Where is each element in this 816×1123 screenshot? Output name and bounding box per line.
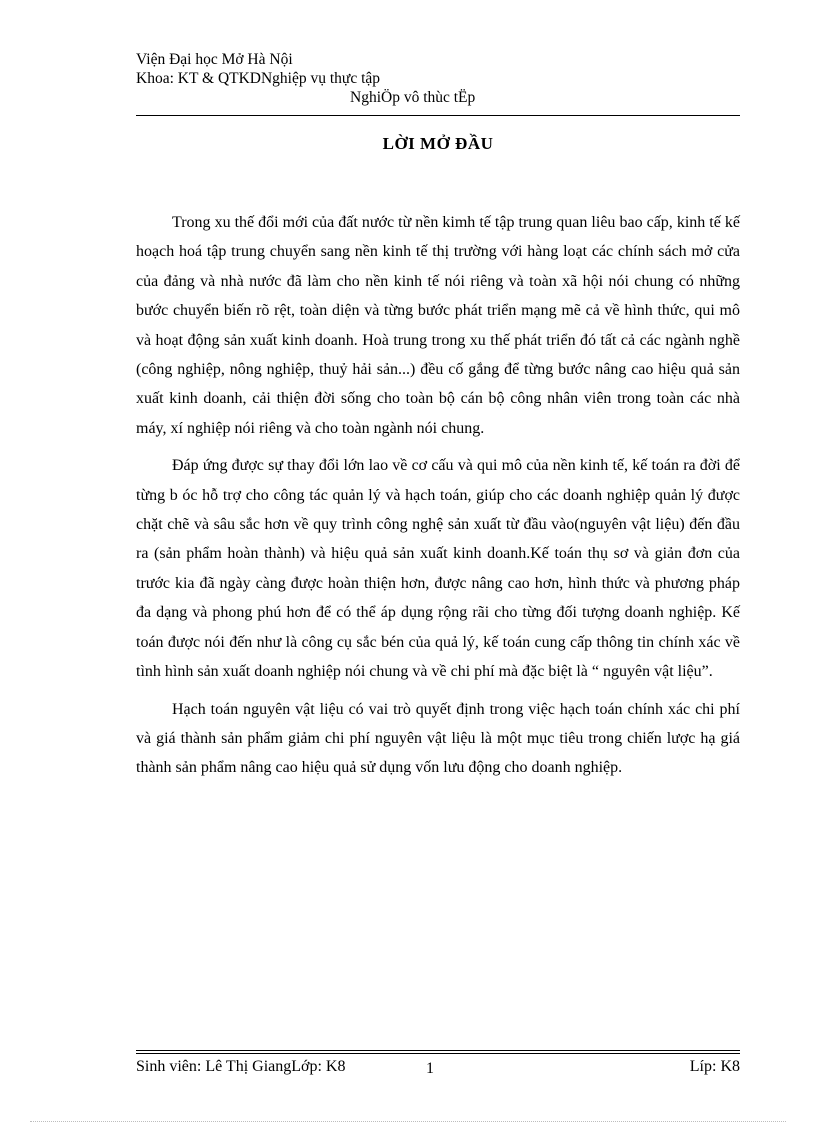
footer-student: Sinh viên: Lê Thị GiangLớp: K8 — [136, 1058, 346, 1075]
footer-rule-bottom — [136, 1053, 740, 1054]
faculty-line: Khoa: KT & QTKDNghiệp vụ thực tập — [136, 70, 381, 87]
page-header — [136, 50, 740, 107]
document-body — [136, 208, 740, 783]
page-number: 1 — [426, 1060, 434, 1077]
paragraph-3: Hạch toán nguyên vật liệu có vai trò quyết định trong việc hạch toán chính xác chi phí và giá thành sản phẩm giảm chi phí nguyên vật liệu là một mục tiêu trong chiến lược hạ giá thành sản phẩm nâng cao hiệu quả sử dụng vốn lưu động cho doanh nghiệp. — [136, 700, 740, 777]
footer-rule-top — [136, 1050, 740, 1051]
paragraph-1: Trong xu thế đổi mới của đất nước từ nền kimh tế tập trung quan liêu bao cấp, kinh tế kế hoạch hoá tập trung chuyển sang nền kinh tế thị trường với hàng loạt các chính sách mở cửa của đảng và nhà nước đã làm cho nền kinh tế nói riêng và toàn xã hội nói chung có những bước chuyển biến rõ rệt, toàn diện và từng bước phát triển mạng mẽ cả về hình thức, qui mô và hoạt động sản xuất kinh doanh. Hoà trung trong xu thế phát triển đó tất cả các ngành nghề (công nghiệp, nông nghiệp, thuỷ hải sản...) đều cố gắng để từng bước nâng cao hiệu quả sản xuất kinh doanh, cải thiện đời sống cho toàn bộ cán bộ công nhân viên trong toàn các nhà máy, xí nghiệp nói riêng và cho toàn ngành nói chung. — [136, 214, 740, 437]
paragraph-2: Đáp ứng được sự thay đổi lớn lao về cơ cấu và qui mô của nền kinh tế, kế toán ra đời để từng b óc hỗ trợ cho công tác quản lý và hạch toán, giúp cho các doanh nghiệp quản lý được chặt chẽ và sâu sắc hơn về quy trình công nghệ sản xuất từ đầu vào(nguyên vật liệu) đến đầu ra (sản phẩm hoàn thành) và hiệu quả sản xuất kinh doanh.Kế toán thụ sơ và giản đơn của trước kia đã ngày càng được hoàn thiện hơn, được nâng cao hơn, hình thức và phương pháp đa dạng và phong phú hơn để có thể áp dụng rộng rãi cho từng đối tượng doanh nghiệp. Kế toán được nói đến như là công cụ sắc bén của quả lý, kế toán cung cấp thông tin chính xác về tình hình sản xuất doanh nghiệp nói chung và về chi phí mà đặc biệt là “ nguyên vật liệu”. — [136, 457, 740, 681]
institute-name: Viện Đại học Mở Hà Nội — [136, 51, 293, 68]
header-subtitle: NghiÖp vô thùc tËp — [350, 89, 476, 106]
page-edge-divider — [30, 1121, 786, 1122]
page-title: LỜI MỞ ĐẦU — [382, 134, 494, 153]
footer-class: Líp: K8 — [689, 1058, 740, 1075]
page-footer — [136, 1058, 740, 1080]
header-rule — [136, 115, 740, 116]
